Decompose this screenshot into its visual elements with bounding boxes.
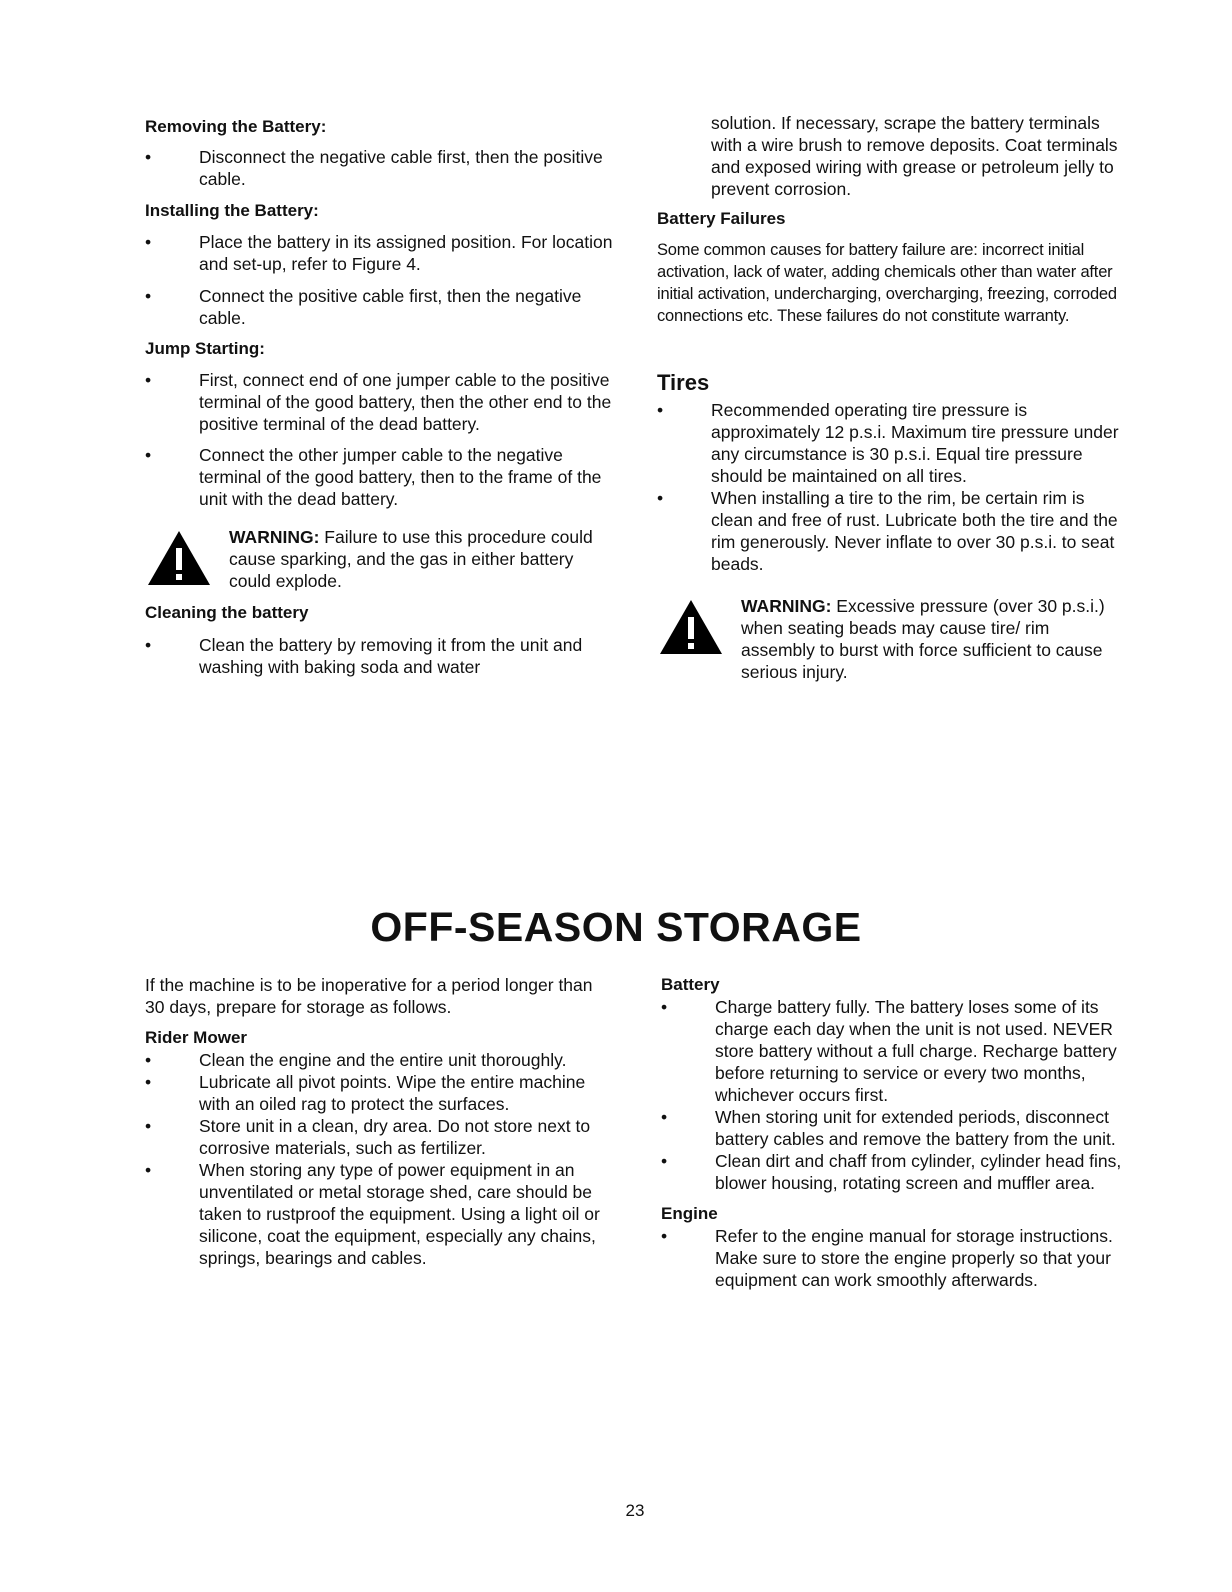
list-item [145, 634, 615, 678]
list-item-text: When installing a tire to the rim, be certain rim is clean and free of rust. Lubricate both the tire and the rim generously. Never inflate to over 30 p.s.i. to seat beads. [711, 488, 1118, 574]
warning-text: Failure to use this procedure could cause sparking, and the gas in either battery could explode. [229, 527, 593, 591]
storage-intro: If the machine is to be inoperative for a period longer than 30 days, prepare for storage as follows. [145, 975, 593, 1017]
list-item [661, 996, 1131, 1106]
list-item-text: Clean the engine and the entire unit thoroughly. [199, 1050, 567, 1070]
list-item [145, 1115, 615, 1159]
list-item-text: Connect the other jumper cable to the negative terminal of the good battery, then to the frame of the unit with the dead battery. [199, 445, 602, 509]
battery-storage-heading: Battery [661, 975, 720, 994]
bullet: • [661, 1107, 668, 1127]
warning-icon [147, 530, 211, 586]
list-item-text: Connect the positive cable first, then the negative cable. [199, 286, 582, 328]
list-item [145, 285, 615, 329]
battery-failures-text: Some common causes for battery failure are: incorrect initial activation, lack of water, adding chemicals other than water after initial activation, undercharging, overcharging, freezing, corroded connections etc. These failures do not constitute warranty. [657, 241, 1117, 325]
bullet: • [661, 997, 668, 1017]
bullet: • [145, 1072, 152, 1092]
tires-heading: Tires [657, 370, 710, 395]
list-item [145, 231, 615, 275]
bullet: • [145, 445, 152, 465]
warning-icon [659, 599, 723, 655]
warning-sparking [145, 526, 615, 592]
removing-battery-heading: Removing the Battery: [145, 117, 327, 136]
bullet: • [661, 1151, 668, 1171]
list-item-text: Lubricate all pivot points. Wipe the entire machine with an oiled rag to protect the surfaces. [199, 1072, 586, 1114]
jump-starting-heading: Jump Starting: [145, 339, 265, 358]
battery-failures-heading: Battery Failures [657, 209, 786, 228]
list-item-text: Recommended operating tire pressure is approximately 12 p.s.i. Maximum tire pressure under any circumstance is 30 p.s.i. Equal tire pressure should be maintained on all tires. [711, 400, 1119, 486]
engine-heading: Engine [661, 1204, 718, 1223]
bullet: • [145, 1050, 152, 1070]
list-item [145, 369, 615, 435]
page-number: 23 [625, 1501, 645, 1520]
list-item [661, 1225, 1131, 1291]
list-item [657, 487, 1127, 575]
bullet: • [145, 286, 152, 306]
list-item [145, 1049, 615, 1071]
bullet: • [145, 370, 152, 390]
list-item-text: Store unit in a clean, dry area. Do not store next to corrosive materials, such as fertilizer. [199, 1116, 591, 1158]
list-item [661, 1150, 1131, 1194]
list-item-text: When storing unit for extended periods, disconnect battery cables and remove the battery from the unit. [715, 1107, 1116, 1149]
list-item [145, 146, 615, 190]
list-item [657, 399, 1127, 487]
rider-mower-heading: Rider Mower [145, 1028, 248, 1047]
list-item-text: Clean dirt and chaff from cylinder, cylinder head fins, blower housing, rotating screen and muffler area. [715, 1151, 1122, 1193]
cleaning-battery-heading: Cleaning the battery [145, 603, 309, 622]
bullet: • [145, 635, 152, 655]
list-item-text: First, connect end of one jumper cable to the positive terminal of the good battery, then the other end to the positive terminal of the dead battery. [199, 370, 612, 434]
list-item [661, 1106, 1131, 1150]
list-item-text: When storing any type of power equipment in an unventilated or metal storage shed, care should be taken to rustproof the equipment. Using a light oil or silicone, coat the equipment, especially any chains, springs, bearings and cables. [199, 1160, 600, 1268]
list-item-text: Disconnect the negative cable first, then the positive cable. [199, 147, 603, 189]
cleaning-continuation: solution. If necessary, scrape the battery terminals with a wire brush to remove deposits. Coat terminals and exposed wiring with grease or petroleum jelly to prevent corrosion. [711, 113, 1118, 199]
warning-label: WARNING: [741, 596, 832, 616]
installing-battery-heading: Installing the Battery: [145, 201, 319, 220]
list-item [145, 444, 615, 510]
bullet: • [145, 1116, 152, 1136]
warning-label: WARNING: [229, 527, 320, 547]
off-season-storage-title: OFF-SEASON STORAGE [370, 904, 862, 950]
list-item-text: Clean the battery by removing it from the unit and washing with baking soda and water [199, 635, 583, 677]
storage-right-column [661, 974, 1131, 1291]
warning-tire-pressure [657, 595, 1127, 683]
list-item-text: Place the battery in its assigned position. For location and set-up, refer to Figure 4. [199, 232, 613, 274]
bullet: • [657, 488, 664, 508]
list-item [145, 1071, 615, 1115]
bullet: • [145, 147, 152, 167]
list-item-text: Refer to the engine manual for storage instructions. Make sure to store the engine properly so that your equipment can work smoothly afterwards. [715, 1226, 1113, 1290]
bullet: • [145, 232, 152, 252]
list-item-text: Charge battery fully. The battery loses some of its charge each day when the unit is not used. NEVER store battery without a full charge. Recharge battery before returning to service or every two months, whichever occurs first. [715, 997, 1117, 1105]
bullet: • [145, 1160, 152, 1180]
warning-text: Excessive pressure (over 30 p.s.i.) when seating beads may cause tire/ rim assembly to burst with force sufficient to cause serious injury. [741, 596, 1105, 682]
left-top-column [145, 116, 615, 678]
right-top-column [657, 112, 1127, 683]
bullet: • [657, 400, 664, 420]
bullet: • [661, 1226, 668, 1246]
storage-left-column [145, 974, 615, 1269]
list-item [145, 1159, 615, 1269]
